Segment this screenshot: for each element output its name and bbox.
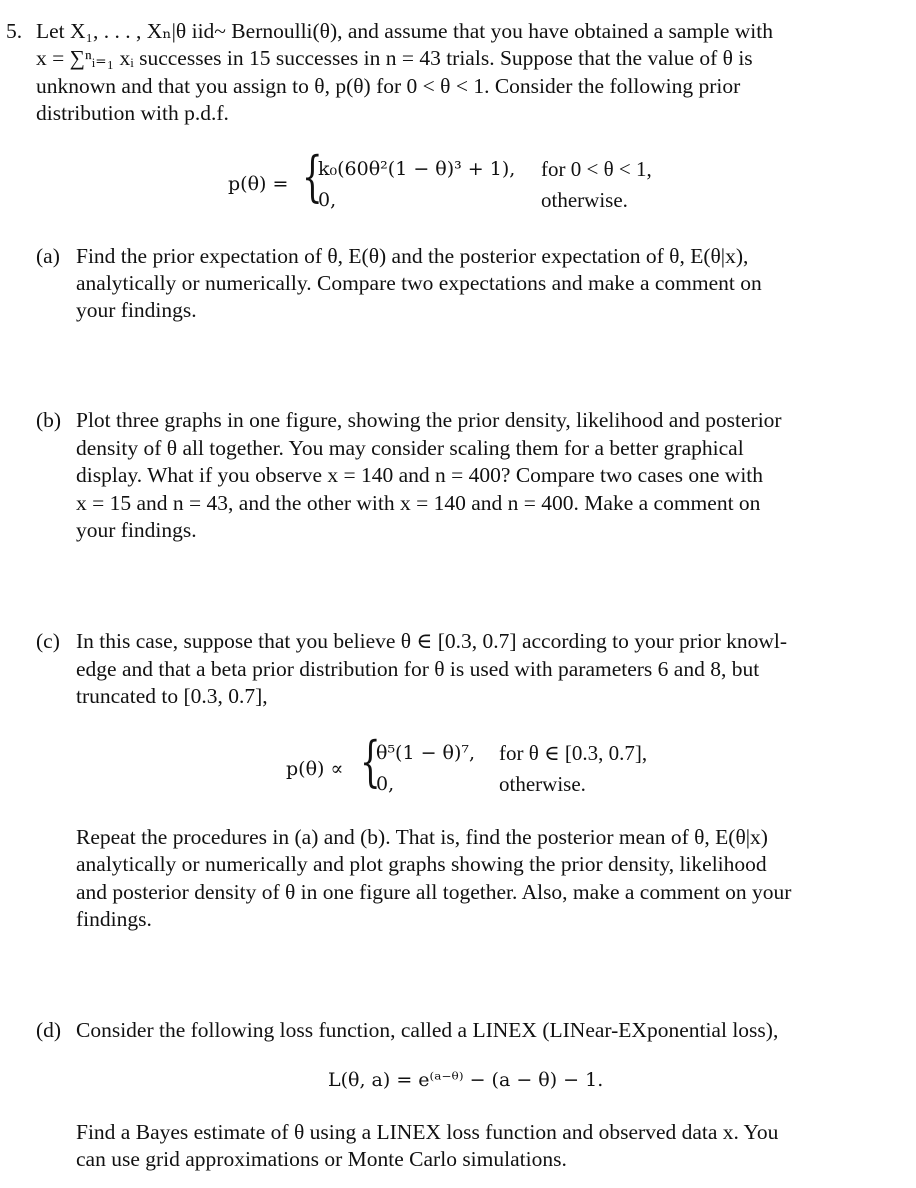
intro-line-3: unknown and that you assign to θ, p(θ) for 0 < θ < 1. Consider the following prior [36, 74, 741, 98]
linex-loss-equation: L(θ, a) = e⁽ᵃ⁻ᶿ⁾ − (a − θ) − 1. [328, 1069, 604, 1091]
part-b-label: (b) [36, 408, 62, 432]
part-a-line-1: Find the prior expectation of θ, E(θ) and the posterior expectation of θ, E(θ|x), [76, 244, 749, 268]
part-b-line-3: display. What if you observe x = 140 and n = 400? Compare two cases one with [76, 463, 764, 487]
prior-eq-case2-expr: 0, [318, 189, 337, 211]
part-b-line-5: your findings. [76, 518, 197, 542]
beta-eq-lhs: p(θ) ∝ [286, 758, 344, 780]
part-b-line-2: density of θ all together. You may consider scaling them for a better graphical [76, 436, 744, 460]
part-c-after-line-2: analytically or numerically and plot graphs showing the prior density, likelihood [76, 852, 767, 876]
problem-number: 5. [6, 19, 23, 43]
beta-eq-case1-cond: for θ ∈ [0.3, 0.7], [499, 741, 648, 765]
part-c-after-line-1: Repeat the procedures in (a) and (b). That is, find the posterior mean of θ, E(θ|x) [76, 825, 768, 849]
part-d-line-1: Consider the following loss function, called a LINEX (LINear-EXponential loss), [76, 1018, 779, 1042]
part-b-line-4: x = 15 and n = 43, and the other with x = 140 and n = 400. Make a comment on [76, 491, 761, 515]
beta-eq-brace: { [360, 730, 381, 793]
prior-eq-brace: { [302, 145, 323, 208]
part-a-line-2: analytically or numerically. Compare two expectations and make a comment on [76, 271, 762, 295]
prior-eq-case1-expr: k₀(60θ²(1 − θ)³ + 1), [318, 158, 516, 180]
part-d-after-line-1: Find a Bayes estimate of θ using a LINEX loss function and observed data x. You [76, 1120, 779, 1144]
part-d-label: (d) [36, 1018, 62, 1042]
intro-line-4: distribution with p.d.f. [36, 101, 229, 125]
part-d-after-line-2: can use grid approximations or Monte Carlo simulations. [76, 1147, 567, 1171]
prior-eq-case1-cond: for 0 < θ < 1, [541, 157, 652, 181]
part-c-line-1: In this case, suppose that you believe θ ∈ [0.3, 0.7] according to your prior knowl- [76, 629, 788, 653]
part-c-after-line-4: findings. [76, 907, 152, 931]
part-b-line-1: Plot three graphs in one figure, showing the prior density, likelihood and posterior [76, 408, 782, 432]
prior-eq-case2-cond: otherwise. [541, 188, 628, 212]
prior-eq-lhs: p(θ) = [228, 173, 289, 195]
part-c-line-2: edge and that a beta prior distribution for θ is used with parameters 6 and 8, but [76, 657, 760, 681]
beta-eq-case1-expr: θ⁵(1 − θ)⁷, [376, 742, 476, 764]
intro-line-1: Let X₁, . . . , Xₙ|θ iid~ Bernoulli(θ), and assume that you have obtained a sample with [36, 19, 773, 43]
intro-line-2: x = ∑ⁿᵢ₌₁ xᵢ successes in 15 successes in n = 43 trials. Suppose that the value of θ is [36, 46, 753, 70]
part-a-line-3: your findings. [76, 298, 197, 322]
part-a-label: (a) [36, 244, 60, 268]
part-c-after-line-3: and posterior density of θ in one figure all together. Also, make a comment on your [76, 880, 792, 904]
part-c-label: (c) [36, 629, 60, 653]
beta-eq-case2-cond: otherwise. [499, 772, 586, 796]
part-c-line-3: truncated to [0.3, 0.7], [76, 684, 268, 708]
beta-eq-case2-expr: 0, [376, 773, 395, 795]
